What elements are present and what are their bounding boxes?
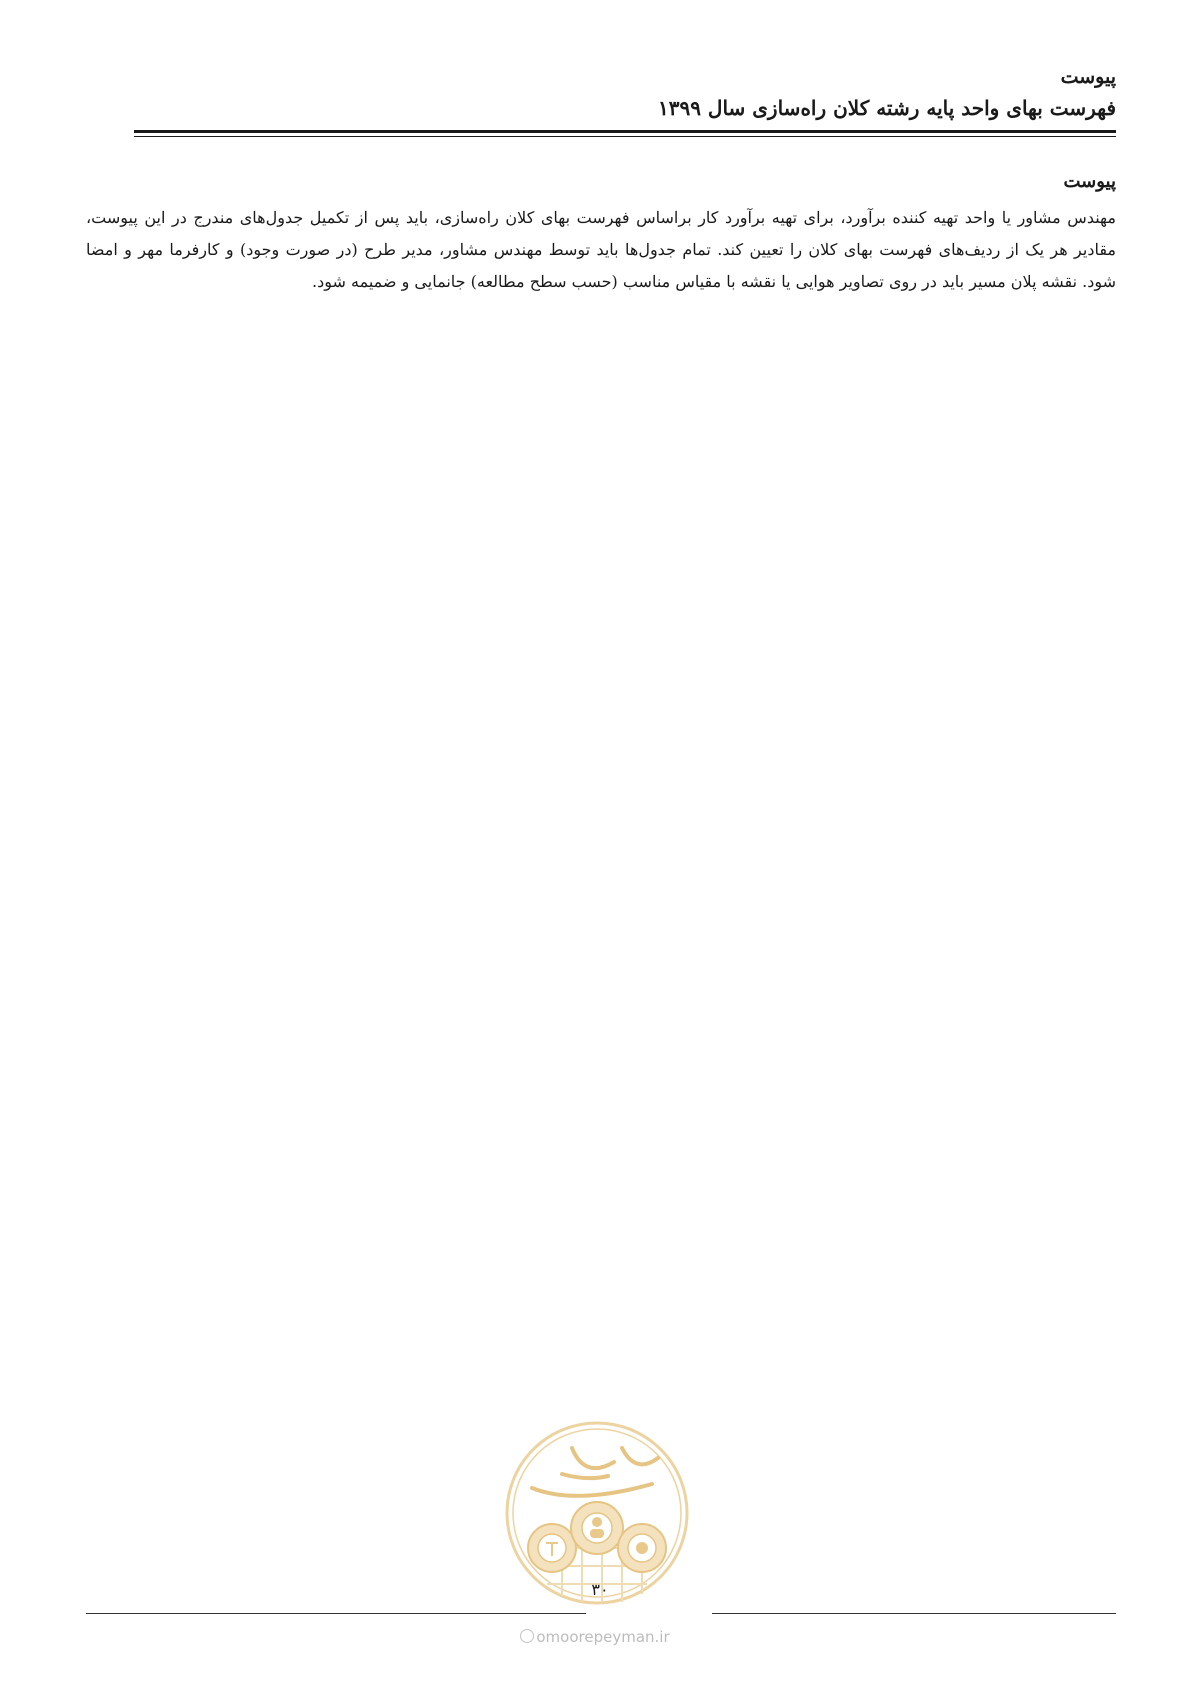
header-rule-thin: [134, 136, 1116, 137]
running-header-section: پیوست: [1060, 66, 1116, 88]
body-paragraph: مهندس مشاور یا واحد تهیه کننده برآورد، برای تهیه برآورد کار براساس فهرست بهای کلان راه‌سازی، باید پس از تکمیل جدول‌های مندرج در این پیوست، مقادیر هر یک از ردیف‌های فهرست بهای کلان را تعیین کند. تمام جدول‌ها باید توسط مهندس مشاور، مدیر طرح (در صورت وجود) و کارفرما مهر و امضا شود. نقشه پلان مسیر باید در روی تصاویر هوایی یا نقشه با مقیاس مناسب (حسب سطح مطالعه) جانمایی و ضمیمه شود.: [86, 208, 1116, 291]
header-rule-thick: [134, 130, 1116, 133]
section-heading: پیوست: [1063, 171, 1116, 192]
site-credit[interactable]: [480, 1626, 710, 1648]
footer-rule-right: [712, 1613, 1116, 1614]
globe-icon: [520, 1629, 534, 1643]
running-header-title: فهرست بهای واحد پایه رشته کلان راه‌سازی سال ۱۳۹۹: [658, 96, 1116, 120]
footer-rule-left: [86, 1613, 586, 1614]
page-number: ۳۰: [591, 1580, 609, 1599]
running-header: [134, 62, 1116, 124]
site-credit-text: omoorepeyman.ir: [536, 1628, 670, 1646]
